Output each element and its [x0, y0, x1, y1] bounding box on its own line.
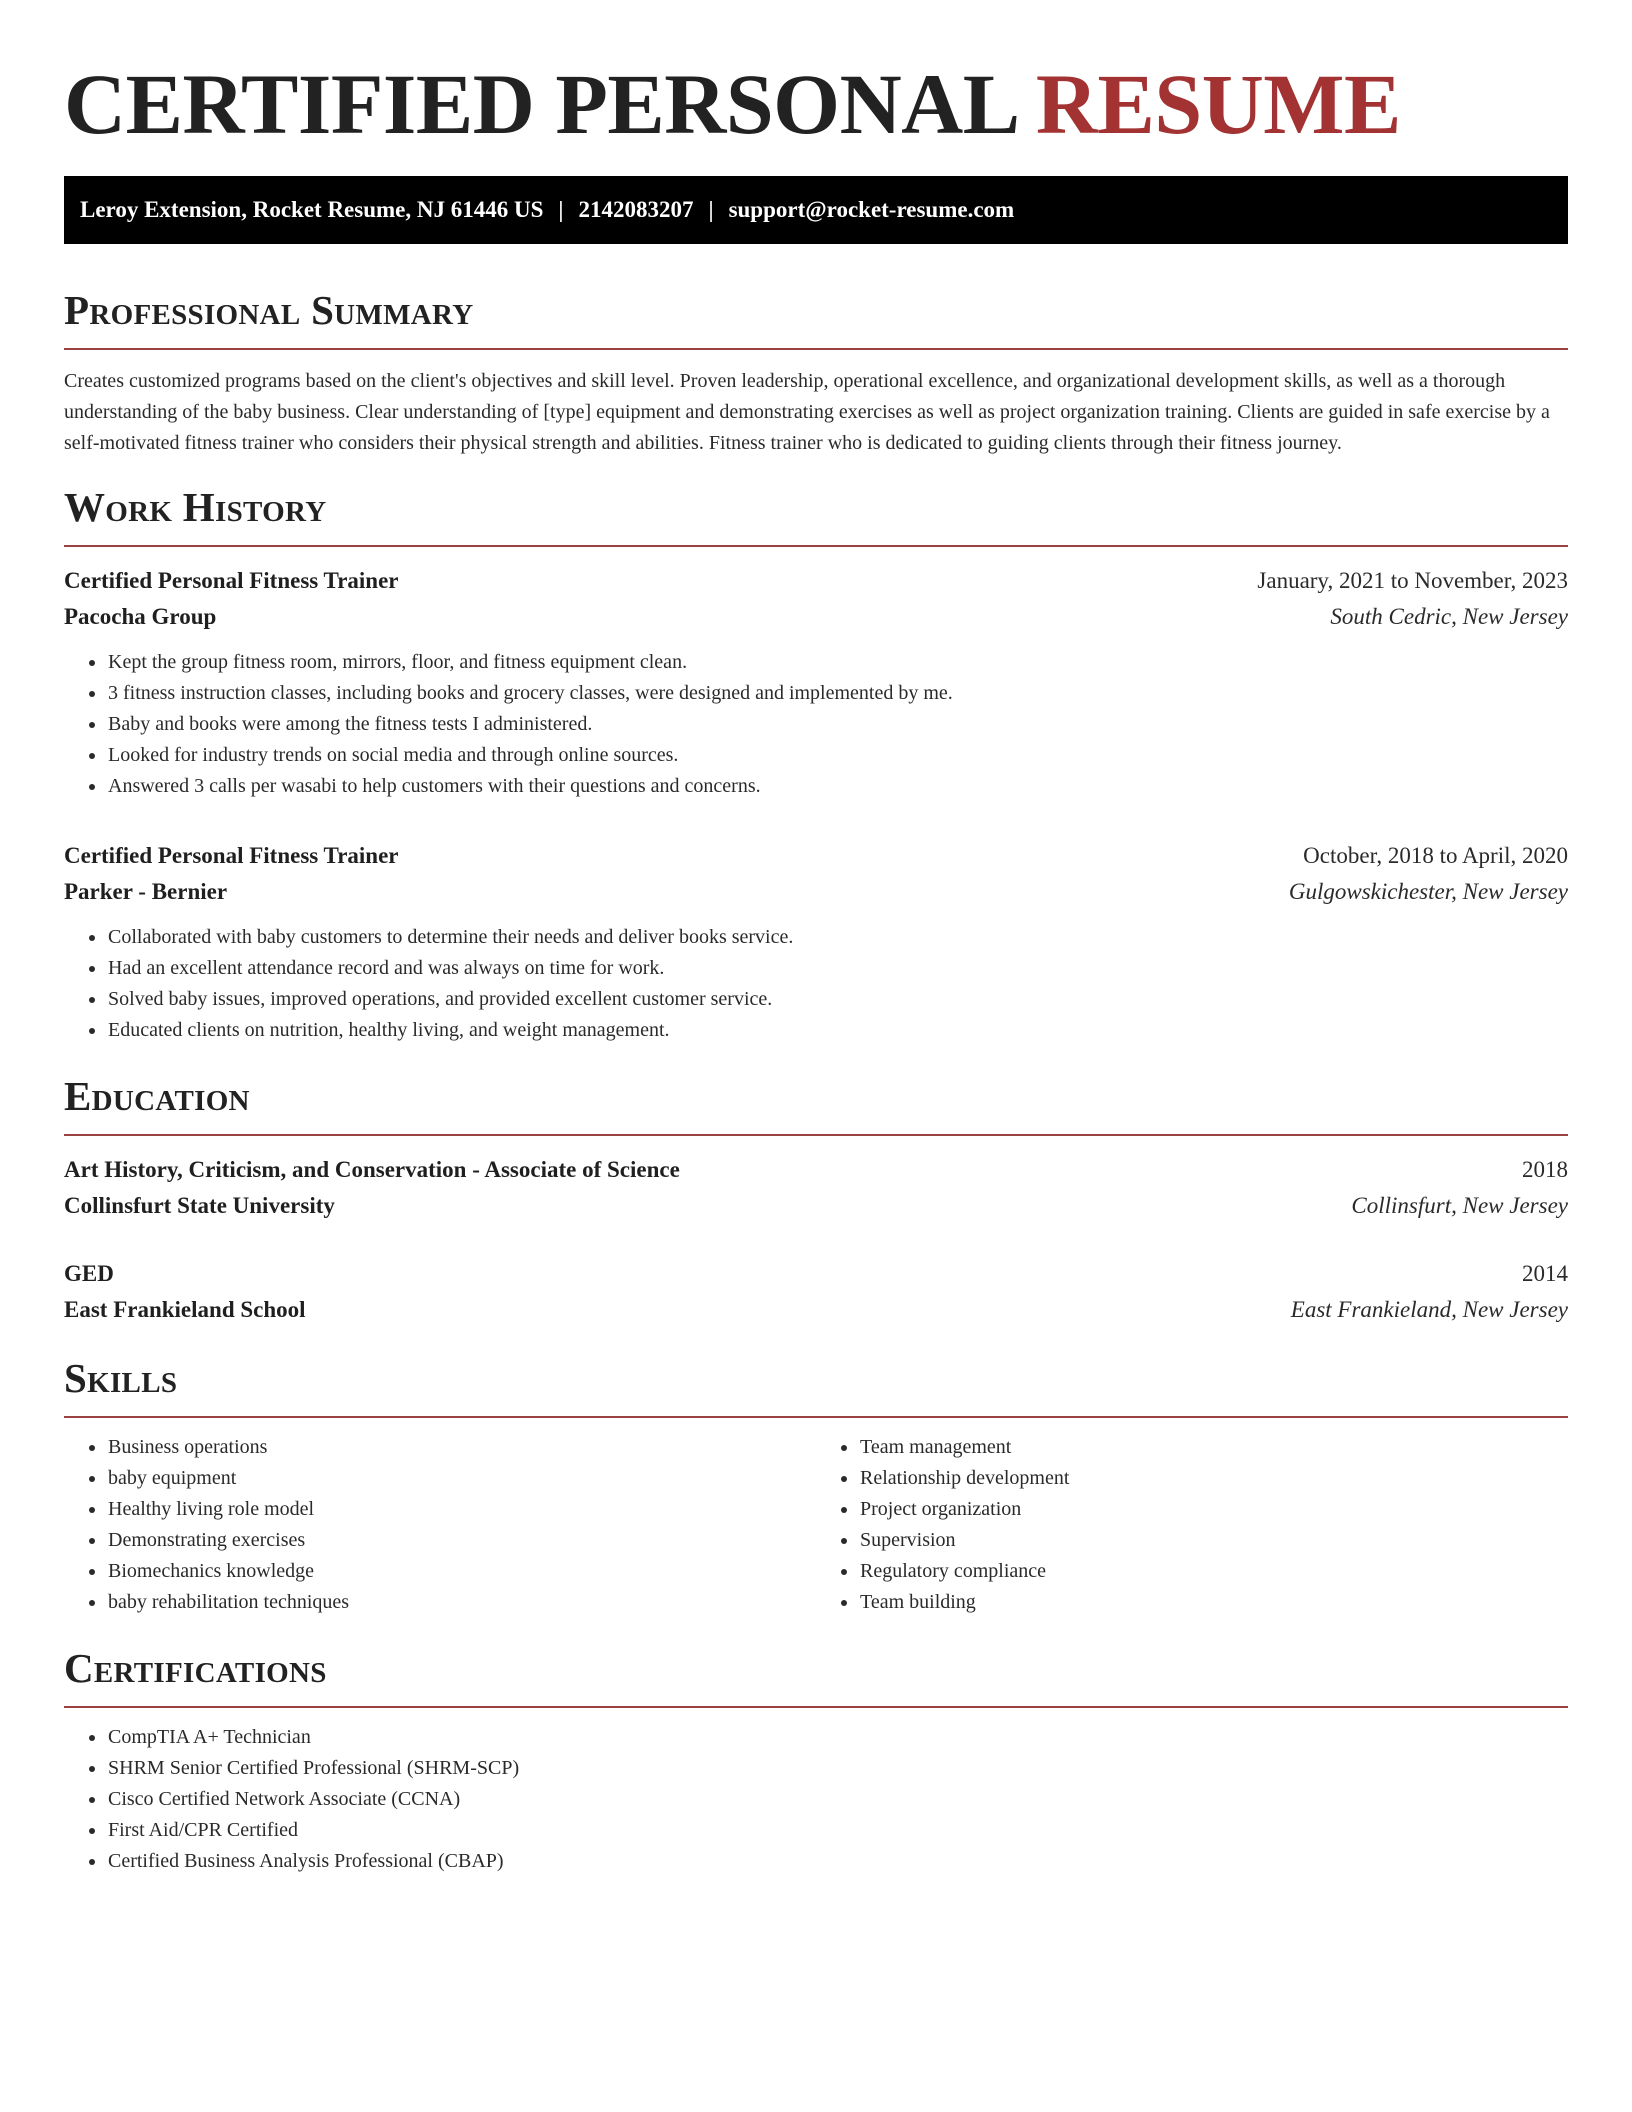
contact-separator: |	[708, 197, 714, 222]
certification-item: • Cisco Certified Network Associate (CCNA)	[107, 1784, 1568, 1815]
section-divider	[64, 1416, 1568, 1418]
education-year: 2018	[1522, 1157, 1568, 1182]
job-company: Pacocha Group	[64, 604, 217, 629]
resume-title	[64, 58, 1568, 150]
certifications-section	[64, 1644, 1568, 1877]
education-degree-row	[64, 1256, 1568, 1292]
education-entry	[64, 1152, 1568, 1224]
contact-phone[interactable]: 2142083207	[578, 197, 694, 222]
work-history-section	[64, 483, 1568, 1046]
skills-grid	[64, 1432, 1568, 1618]
contact-bar	[64, 176, 1568, 244]
education-location: East Frankieland, New Jersey	[1290, 1297, 1568, 1322]
education-section	[64, 1072, 1568, 1328]
section-divider	[64, 545, 1568, 547]
contact-separator: |	[558, 197, 564, 222]
skill-item: • baby rehabilitation techniques	[107, 1587, 816, 1618]
skill-item: • Team building	[859, 1587, 1568, 1618]
contact-email[interactable]: support@rocket-resume.com	[728, 197, 1015, 222]
education-school-row	[64, 1292, 1568, 1328]
skill-item: • Relationship development	[859, 1463, 1568, 1494]
certification-item: • First Aid/CPR Certified	[107, 1815, 1568, 1846]
job-company-row	[64, 599, 1568, 635]
skill-item: • baby equipment	[107, 1463, 816, 1494]
section-divider	[64, 1706, 1568, 1708]
certification-item: • SHRM Senior Certified Professional (SHRM-SCP)	[107, 1753, 1568, 1784]
certification-item: • Certified Business Analysis Professional (CBAP)	[107, 1846, 1568, 1877]
title-main: CERTIFIED PERSONAL	[64, 56, 1015, 152]
list-item: • Had an excellent attendance record and was always on time for work.	[107, 953, 1568, 984]
education-school: Collinsfurt State University	[64, 1193, 335, 1218]
list-item: • Answered 3 calls per wasabi to help customers with their questions and concerns.	[107, 771, 1568, 802]
job-title-row	[64, 563, 1568, 599]
summary-text: Creates customized programs based on the client's objectives and skill level. Proven leadership, operational excellence, and organizational development skills, as well as a thorough understanding of the baby business. Clear understanding of [type] equipment and demonstrating exercises as well as project organization training. Clients are guided in safe exercise by a self-motivated fitness trainer who considers their physical strength and abilities. Fitness trainer who is dedicated to guiding clients through their fitness journey.	[64, 370, 1550, 454]
skill-item: • Supervision	[859, 1525, 1568, 1556]
section-heading-certifications: Certifications	[64, 1645, 327, 1691]
job-location: South Cedric, New Jersey	[1330, 604, 1568, 629]
list-item: • Educated clients on nutrition, healthy living, and weight management.	[107, 1015, 1568, 1046]
skill-item: • Healthy living role model	[107, 1494, 816, 1525]
list-item: • Kept the group fitness room, mirrors, floor, and fitness equipment clean.	[107, 647, 1568, 678]
skills-section	[64, 1354, 1568, 1618]
education-location: Collinsfurt, New Jersey	[1351, 1193, 1568, 1218]
skills-list-left	[64, 1432, 816, 1618]
list-item: • Collaborated with baby customers to determine their needs and deliver books service.	[107, 922, 1568, 953]
contact-address: Leroy Extension, Rocket Resume, NJ 61446 US	[80, 197, 544, 222]
list-item: • Looked for industry trends on social media and through online sources.	[107, 740, 1568, 771]
education-school-row	[64, 1188, 1568, 1224]
education-degree-row	[64, 1152, 1568, 1188]
section-divider	[64, 348, 1568, 350]
education-school: East Frankieland School	[64, 1297, 306, 1322]
job-dates: October, 2018 to April, 2020	[1303, 843, 1568, 868]
section-heading-work-history: Work History	[64, 484, 327, 530]
job-location: Gulgowskichester, New Jersey	[1288, 879, 1568, 904]
skill-item: • Project organization	[859, 1494, 1568, 1525]
list-item: • Solved baby issues, improved operations, and provided excellent customer service.	[107, 984, 1568, 1015]
education-degree: Art History, Criticism, and Conservation - Associate of Science	[64, 1157, 680, 1182]
section-heading-summary: Professional Summary	[64, 287, 474, 333]
job-duties-list	[64, 647, 1568, 802]
skills-list-right	[816, 1432, 1568, 1618]
job-title-row	[64, 838, 1568, 874]
job-entry	[64, 838, 1568, 1046]
job-company: Parker - Bernier	[64, 879, 228, 904]
job-dates: January, 2021 to November, 2023	[1257, 568, 1568, 593]
job-entry	[64, 563, 1568, 802]
certification-item: • CompTIA A+ Technician	[107, 1722, 1568, 1753]
education-degree: GED	[64, 1261, 114, 1286]
certifications-list	[64, 1722, 1568, 1877]
summary-section	[64, 286, 1568, 459]
title-accent: RESUME	[1035, 56, 1401, 152]
job-duties-list	[64, 922, 1568, 1046]
education-year: 2014	[1522, 1261, 1568, 1286]
skill-item: • Biomechanics knowledge	[107, 1556, 816, 1587]
section-heading-education: Education	[64, 1073, 250, 1119]
skill-item: • Business operations	[107, 1432, 816, 1463]
job-company-row	[64, 874, 1568, 910]
list-item: • Baby and books were among the fitness tests I administered.	[107, 709, 1568, 740]
job-title: Certified Personal Fitness Trainer	[64, 843, 399, 868]
skill-item: • Team management	[859, 1432, 1568, 1463]
section-divider	[64, 1134, 1568, 1136]
skill-item: • Demonstrating exercises	[107, 1525, 816, 1556]
section-heading-skills: Skills	[64, 1355, 178, 1401]
list-item: • 3 fitness instruction classes, including books and grocery classes, were designed and implemented by me.	[107, 678, 1568, 709]
skill-item: • Regulatory compliance	[859, 1556, 1568, 1587]
education-entry	[64, 1256, 1568, 1328]
job-title: Certified Personal Fitness Trainer	[64, 568, 399, 593]
